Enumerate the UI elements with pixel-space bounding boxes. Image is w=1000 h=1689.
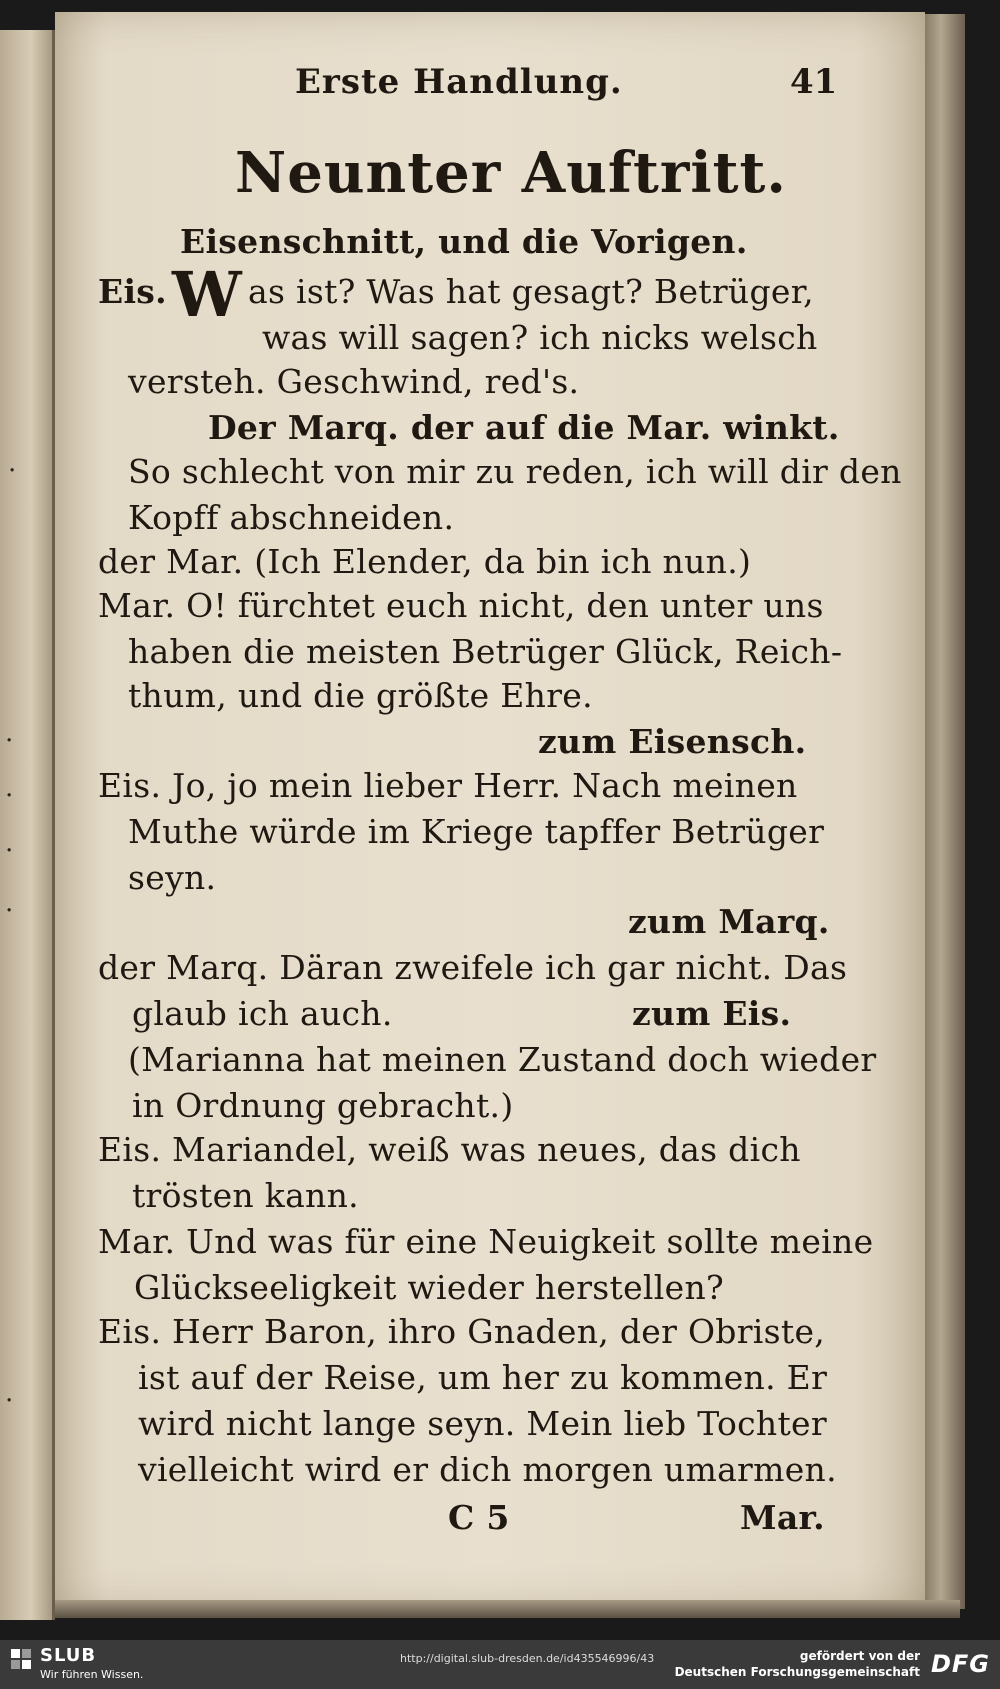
library-name[interactable]: SLUB [40, 1645, 97, 1666]
text-line: Eis. Mariandel, weiß was neues, das dich [98, 1130, 801, 1169]
scene-title: Neunter Auftritt. [235, 140, 787, 206]
text-line: der Mar. (Ich Elender, da bin ich nun.) [98, 542, 752, 581]
text-line: Kopff abschneiden. [128, 498, 455, 537]
library-tagline: Wir führen Wissen. [40, 1668, 144, 1681]
text-line: (Marianna hat meinen Zustand doch wieder [128, 1040, 877, 1079]
left-page-edge [0, 30, 55, 1620]
text-line: Glückseeligkeit wieder herstellen? [134, 1268, 725, 1307]
text-line: Mar. O! fürchtet euch nicht, den unter uns [98, 586, 824, 625]
left-page-mark: . [5, 828, 14, 858]
text-line: Eis. Jo, jo mein lieber Herr. Nach meinen [98, 766, 798, 805]
text-line: glaub ich auch. [132, 994, 393, 1033]
signature-mark: C 5 [448, 1498, 510, 1537]
left-page-mark: . [5, 718, 14, 748]
dfg-logo[interactable]: DFG [930, 1650, 990, 1678]
page-edge-bottom [55, 1600, 960, 1618]
left-page-mark: . [5, 888, 14, 918]
slub-logo-icon [10, 1648, 32, 1670]
text-line: thum, und die größte Ehre. [128, 676, 593, 715]
stage-direction: Der Marq. der auf die Mar. winkt. [208, 408, 840, 447]
text-line: in Ordnung gebracht.) [132, 1086, 514, 1125]
text-line: seyn. [128, 858, 217, 897]
text-line: Muthe würde im Kriege tapffer Betrüger [128, 812, 825, 851]
catchword: Mar. [740, 1498, 825, 1537]
stage-direction: zum Marq. [628, 902, 830, 941]
page-edge-right [925, 14, 965, 1609]
text-line: Mar. Und was für eine Neuigkeit sollte meine [98, 1222, 874, 1261]
text-line: as ist? Was hat gesagt? Betrüger, [248, 272, 814, 311]
stage-direction: zum Eisensch. [538, 722, 807, 761]
left-page-mark: . [5, 773, 14, 803]
stage-direction: Eisenschnitt, und die Vorigen. [180, 222, 748, 261]
text-line: Eis. Herr Baron, ihro Gnaden, der Obriste, [98, 1312, 826, 1351]
left-page-mark: . [5, 1378, 14, 1408]
viewer-footer [0, 1640, 1000, 1689]
text-line: ist auf der Reise, um her zu kommen. Er [138, 1358, 828, 1397]
stage-direction: zum Eis. [632, 994, 792, 1033]
text-line: vielleicht wird er dich morgen umarmen. [138, 1450, 837, 1489]
drop-initial: W [172, 258, 242, 331]
text-line: versteh. Geschwind, red's. [128, 362, 580, 401]
speaker-label: Eis. [98, 272, 167, 311]
funding-note [675, 1648, 920, 1680]
text-line: wird nicht lange seyn. Mein lieb Tochter [138, 1404, 827, 1443]
running-header: Erste Handlung. [295, 62, 623, 102]
text-line: haben die meisten Betrüger Glück, Reich- [128, 632, 843, 671]
text-line: der Marq. Däran zweifele ich gar nicht. Das [98, 948, 848, 987]
text-line: So schlecht von mir zu reden, ich will dir den [128, 452, 902, 491]
text-line: was will sagen? ich nicks welsch [262, 318, 818, 357]
funding-line-1: gefördert von der [799, 1649, 920, 1663]
funding-line-2: Deutschen Forschungsgemeinschaft [674, 1665, 920, 1679]
page-number: 41 [790, 62, 838, 102]
document-url-link[interactable]: http://digital.slub-dresden.de/id435546996/43 [400, 1652, 655, 1665]
text-line: trösten kann. [132, 1176, 359, 1215]
left-page-mark: . [8, 448, 17, 478]
